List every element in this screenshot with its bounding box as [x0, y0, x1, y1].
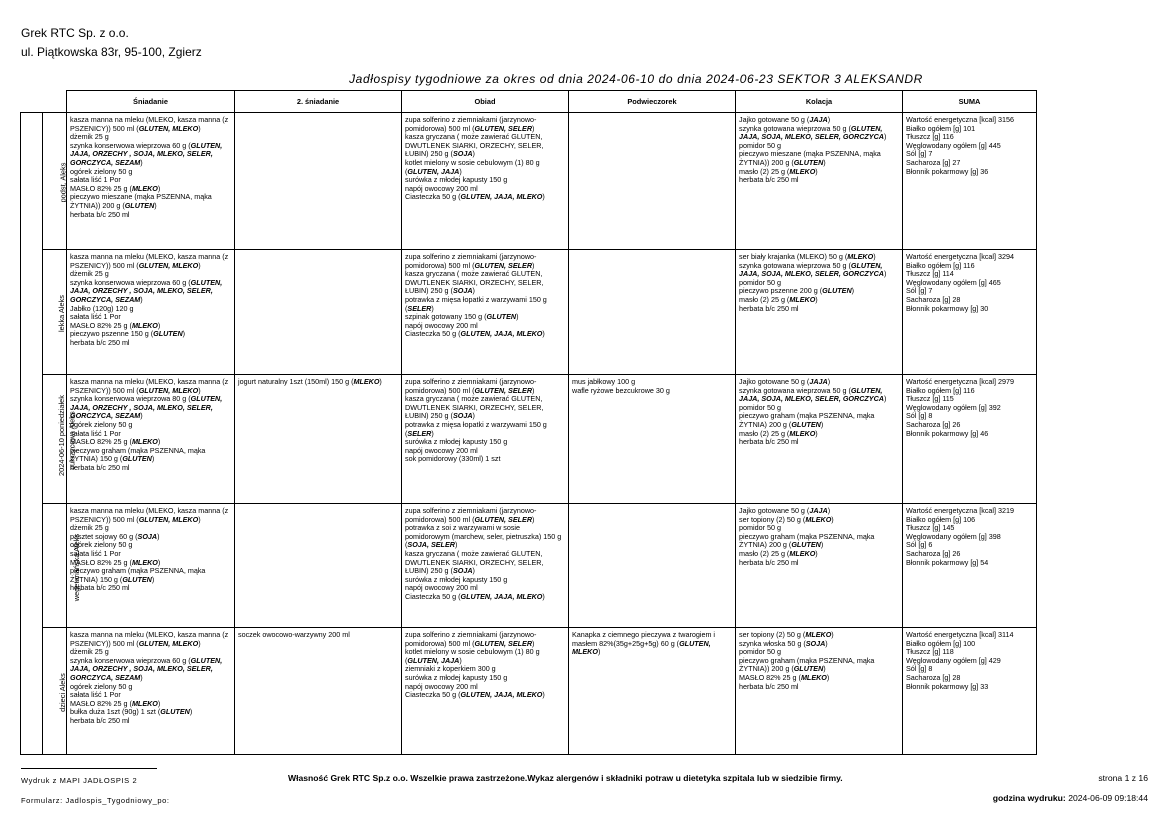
column-header: Śniadanie [67, 91, 235, 113]
diet-name: dzieci Aleks [57, 673, 67, 712]
meal-content: kasza manna na mleku (MLEKO, kasza manna (z PSZENICY)) 500 ml (GLUTEN, MLEKO) dżemik 25 g pasztet sojowy 60 g (SOJA) ogórek zielony 50 g sałata liść 1 Por MASŁO 82% 25 g (MLEKO) pieczywo graham (mąka PSZENNA, mąka ŻYTNIA) 150 g (GLUTEN) herbata b/c 250 ml [70, 506, 229, 593]
meal-cell [402, 628, 569, 755]
meal-cell [235, 628, 402, 755]
header-blank [43, 91, 67, 113]
table-row [21, 628, 1037, 755]
meal-content: Jajko gotowane 50 g (JAJA) szynka gotowana wieprzowa 50 g (GLUTEN, JAJA, SOJA, MLEKO, SELER, GORCZYCA) pomidor 50 g pieczywo graham (mąka PSZENNA, mąka ŻYTNIA) 200 g (GLUTEN) masło (2) 25 g (MLEKO) herbata b/c 250 ml [739, 377, 887, 447]
header-blank [21, 91, 43, 113]
company-block [21, 24, 202, 62]
footer-form: Formularz: Jadlospis_Tygodniowy_po: [21, 796, 170, 805]
meal-content: Jajko gotowane 50 g (JAJA) szynka gotowana wieprzowa 50 g (GLUTEN, JAJA, SOJA, MLEKO, SELER, GORCZYCA) pomidor 50 g pieczywo mieszane (mąka PSZENNA, mąka ŻYTNIA)) 200 g (GLUTEN) masło (2) 25 g (MLEKO) herbata b/c 250 ml [739, 115, 887, 185]
page-number: strona 1 z 16 [1098, 773, 1148, 783]
meal-content: ser topiony (2) 50 g (MLEKO) szynka włoska 50 g (SOJA) pomidor 50 g pieczywo graham (mąka PSZENNA, mąka ŻYTNIA)) 200 g (GLUTEN) MASŁO 82% 25 g (MLEKO) herbata b/c 250 ml [739, 630, 875, 691]
footer-program: Wydruk z MAPI JADŁOSPIS 2 [21, 776, 138, 785]
footer-program-info [21, 771, 170, 811]
meal-cell [569, 375, 736, 504]
meal-content: mus jabłkowy 100 g wafle ryżowe bezcukrowe 30 g [572, 377, 670, 395]
header-row [21, 91, 1037, 113]
meal-cell [402, 504, 569, 628]
table-row [21, 113, 1037, 250]
column-header: SUMA [903, 91, 1037, 113]
diet-name: lekka Aleks [56, 295, 66, 332]
table-row [21, 504, 1037, 628]
footer-divider [21, 768, 157, 769]
meal-cell [903, 113, 1037, 250]
meal-content: jogurt naturalny 1szt (150ml) 150 g (MLEKO) [238, 377, 382, 386]
diet-name: wegetariańska Aleks [72, 533, 82, 601]
meal-cell [736, 250, 903, 375]
company-address: ul. Piątkowska 83r, 95-100, Zgierz [21, 45, 202, 59]
meal-cell [736, 113, 903, 250]
meal-cell [569, 113, 736, 250]
meal-cell [235, 113, 402, 250]
column-header: Kolacja [736, 91, 903, 113]
meal-cell [903, 628, 1037, 755]
print-time-value: 2024-06-09 09:18:44 [1068, 793, 1148, 803]
table-row [21, 375, 1037, 504]
print-time [993, 793, 1148, 803]
diet-name: podst. Aleks [58, 162, 68, 203]
column-header: Obiad [402, 91, 569, 113]
meal-cell [736, 628, 903, 755]
meal-content: Wartość energetyczna [kcal] 3156 Białko ogółem [g] 101 Tłuszcz [g] 116 Węglowodany ogółem [g] 445 Sól [g] 7 Sacharoza [g] 27 Błonnik pokarmowy [g] 36 [906, 115, 1014, 176]
meal-cell [736, 375, 903, 504]
meal-cell [736, 504, 903, 628]
column-header: Podwieczorek [569, 91, 736, 113]
meal-content: Wartość energetyczna [kcal] 3294 Białko ogółem [g] 116 Tłuszcz [g] 114 Węglowodany ogółem [g] 465 Sól [g] 7 Sacharoza [g] 28 Błonnik pokarmowy [g] 30 [906, 252, 1014, 313]
meal-cell [402, 250, 569, 375]
meal-content: zupa solferino z ziemniakami (jarzynowo-pomidorowa) 500 ml (GLUTEN, SELER) kasza gryczana ( może zawierać GLUTEN, DWUTLENEK SIARKI, ORZECHY, SELER, ŁUBIN) 250 g (SOJA) potrawka z mięsa łopatki z warzywami 150 g (SELER) szpinak gotowany 150 g (GLUTEN) napój owocowy 200 ml Ciasteczka 50 g (GLUTEN, JAJA, MLEKO) [405, 252, 547, 339]
meal-content: Kanapka z ciemnego pieczywa z twarogiem i masłem 82%(35g+25g+5g) 60 g (GLUTEN, MLEKO) [572, 630, 716, 657]
meal-cell [402, 113, 569, 250]
meal-cell [67, 375, 235, 504]
meal-content: Wartość energetyczna [kcal] 2979 Białko ogółem [g] 116 Tłuszcz [g] 115 Węglowodany ogółem [g] 392 Sól [g] 8 Sacharoza [g] 26 Błonnik pokarmowy [g] 46 [906, 377, 1014, 438]
meal-cell [903, 375, 1037, 504]
meal-content: ser biały krajanka (MLEKO) 50 g (MLEKO) szynka gotowana wieprzowa 50 g (GLUTEN, JAJA, SOJA, MLEKO, SELER, GORCZYCA) pomidor 50 g pieczywo pszenne 200 g (GLUTEN) masło (2) 25 g (MLEKO) herbata b/c 250 ml [739, 252, 887, 313]
diet-name-cell [43, 250, 67, 375]
meal-cell [67, 504, 235, 628]
meal-cell [235, 504, 402, 628]
print-time-label: godzina wydruku: [992, 793, 1066, 803]
meal-cell [569, 504, 736, 628]
diet-name: cukrzycowa Aleks [67, 411, 77, 470]
diet-name-cell [43, 113, 67, 250]
meal-cell [903, 504, 1037, 628]
meal-content: Wartość energetyczna [kcal] 3114 Białko ogółem [g] 100 Tłuszcz [g] 118 Węglowodany ogółem [g] 429 Sól [g] 8 Sacharoza [g] 28 Błonnik pokarmowy [g] 33 [906, 630, 1014, 691]
meal-cell [67, 250, 235, 375]
date-label: 2024-06-10 poniedziałek [56, 394, 66, 476]
meal-content: Jajko gotowane 50 g (JAJA) ser topiony (2) 50 g (MLEKO) pomidor 50 g pieczywo graham (mąka PSZENNA, mąka ŻYTNIA) 200 g (GLUTEN) masło (2) 25 g (MLEKO) herbata b/c 250 ml [739, 506, 875, 567]
footer-rights: Własność Grek RTC Sp.z o.o. Wszelkie prawa zastrzeżone.Wykaz alergenów i składniki potraw u dietetyka szpitala lub w siedzibie firmy. [288, 773, 843, 783]
meal-content: Wartość energetyczna [kcal] 3219 Białko ogółem [g] 106 Tłuszcz [g] 145 Węglowodany ogółem [g] 398 Sól [g] 6 Sacharoza [g] 26 Błonnik pokarmowy [g] 54 [906, 506, 1014, 567]
meal-content: zupa solferino z ziemniakami (jarzynowo-pomidorowa) 500 ml (GLUTEN, SELER) potrawka z soi z warzywami w sosie pomidorowym (marchew, seler, pietruszka) 150 g (SOJA, SELER) kasza gryczana ( może zawierać GLUTEN, DWUTLENEK SIARKI, ORZECHY, SELER, ŁUBIN) 250 g (SOJA) surówka z młodej kapusty 150 g napój owocowy 200 ml Ciasteczka 50 g (GLUTEN, JAJA, MLEKO) [405, 506, 562, 601]
meal-content: kasza manna na mleku (MLEKO, kasza manna (z PSZENICY)) 500 ml (GLUTEN, MLEKO) szynka konserwowa wieprzowa 80 g (GLUTEN, JAJA, ORZECHY , SOJA, MLEKO, SELER, GORCZYCA, SEZAM) ogórek zielony 50 g sałata liść 1 Por MASŁO 82% 25 g (MLEKO) pieczywo graham (mąka PSZENNA, mąka ŻYTNIA) 150 g (GLUTEN) herbata b/c 250 ml [70, 377, 229, 472]
meal-content: soczek owocowo-warzywny 200 ml [238, 630, 350, 639]
meal-content: kasza manna na mleku (MLEKO, kasza manna (z PSZENICY)) 500 ml (GLUTEN, MLEKO) dżemik 25 g szynka konserwowa wieprzowa 60 g (GLUTEN, JAJA, ORZECHY , SOJA, MLEKO, SELER, GORCZYCA, SEZAM) Jabłko (120g) 120 g sałata liść 1 Por MASŁO 82% 25 g (MLEKO) pieczywo pszenne 150 g (GLUTEN) herbata b/c 250 ml [70, 252, 229, 347]
meal-cell [235, 375, 402, 504]
meal-cell [67, 628, 235, 755]
document-title: Jadłospisy tygodniowe za okres od dnia 2024-06-10 do dnia 2024-06-23 SEKTOR 3 ALEKSANDR [349, 72, 923, 86]
meal-cell [402, 375, 569, 504]
meal-cell [235, 250, 402, 375]
meal-content: zupa solferino z ziemniakami (jarzynowo-pomidorowa) 500 ml (GLUTEN, SELER) kotlet mielony w sosie cebulowym (1) 80 g (GLUTEN, JAJA) ziemniaki z koperkiem 300 g surówka z młodej kapusty 150 g napój owocowy 200 ml Ciasteczka 50 g (GLUTEN, JAJA, MLEKO) [405, 630, 545, 700]
diet-name-cell [43, 504, 82, 628]
meal-cell [569, 250, 736, 375]
meal-cell [67, 113, 235, 250]
meal-cell [903, 250, 1037, 375]
meal-cell [569, 628, 736, 755]
company-name: Grek RTC Sp. z o.o. [21, 26, 129, 40]
meal-content: kasza manna na mleku (MLEKO, kasza manna (z PSZENICY)) 500 ml (GLUTEN, MLEKO) dżemik 25 g szynka konserwowa wieprzowa 60 g (GLUTEN, JAJA, ORZECHY , SOJA, MLEKO, SELER, GORCZYCA, SEZAM) ogórek zielony 50 g sałata liść 1 Por MASŁO 82% 25 g (MLEKO) pieczywo mieszane (mąka PSZENNA, mąka ŻYTNIA)) 200 g (GLUTEN) herbata b/c 250 ml [70, 115, 229, 219]
meal-content: kasza manna na mleku (MLEKO, kasza manna (z PSZENICY)) 500 ml (GLUTEN, MLEKO) dżemik 25 g szynka konserwowa wieprzowa 60 g (GLUTEN, JAJA, ORZECHY , SOJA, MLEKO, SELER, GORCZYCA, SEZAM) ogórek zielony 50 g sałata liść 1 Por MASŁO 82% 25 g (MLEKO) bułka duża 1szt (90g) 1 szt (GLUTEN) herbata b/c 250 ml [70, 630, 229, 725]
meal-content: zupa solferino z ziemniakami (jarzynowo-pomidorowa) 500 ml (GLUTEN, SELER) kasza gryczana ( może zawierać GLUTEN, DWUTLENEK SIARKI, ORZECHY, SELER, ŁUBIN) 250 g (SOJA) kotlet mielony w sosie cebulowym (1) 80 g (GLUTEN, JAJA) surówka z młodej kapusty 150 g napój owocowy 200 ml Ciasteczka 50 g (GLUTEN, JAJA, MLEKO) [405, 115, 545, 202]
table-row [21, 250, 1037, 375]
meal-content: zupa solferino z ziemniakami (jarzynowo-pomidorowa) 500 ml (GLUTEN, SELER) kasza gryczana ( może zawierać GLUTEN, DWUTLENEK SIARKI, ORZECHY, SELER, ŁUBIN) 250 g (SOJA) potrawka z mięsa łopatki z warzywami 150 g (SELER) surówka z młodej kapusty 150 g napój owocowy 200 ml sok pomidorowy (330ml) 1 szt [405, 377, 547, 464]
menu-table [20, 90, 1037, 755]
diet-name-cell [43, 628, 67, 755]
column-header: 2. śniadanie [235, 91, 402, 113]
